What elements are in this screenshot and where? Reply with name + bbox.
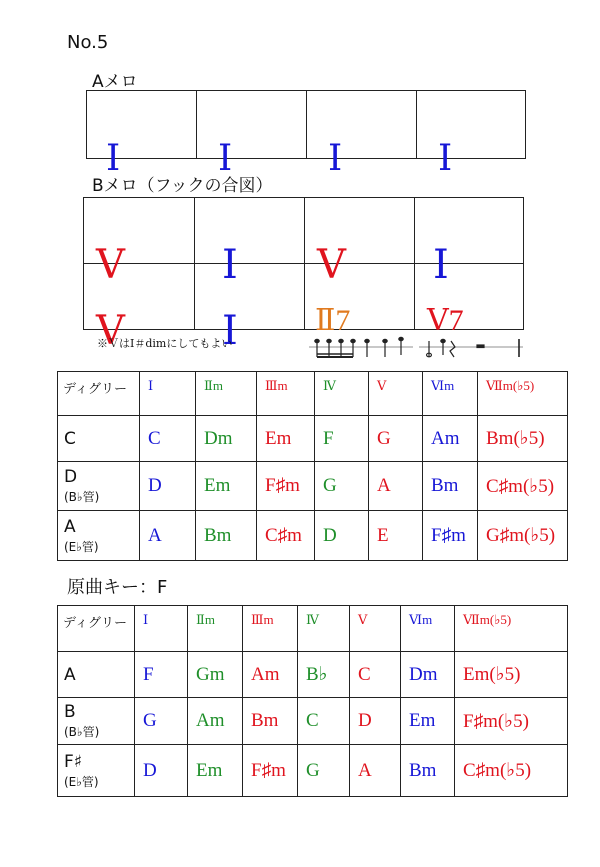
- b-melo-chord: Ⅴ: [96, 241, 125, 287]
- chord-cell: Bm: [196, 511, 257, 561]
- chord-cell: C♯m(♭5): [455, 745, 568, 797]
- degree-header: Ⅳ: [298, 606, 350, 652]
- chord-cell: Am: [243, 652, 298, 698]
- degree-header: Ⅲm: [257, 372, 315, 416]
- chord-cell: B♭: [298, 652, 350, 698]
- chord-cell: Em: [401, 698, 455, 745]
- chord-cell: G: [135, 698, 188, 745]
- chord-cell: F: [315, 416, 369, 462]
- chord-cell: F♯m(♭5): [455, 698, 568, 745]
- degree-table-2: [57, 605, 568, 797]
- table-row: [58, 745, 568, 797]
- a-melo-chord: Ⅰ: [218, 137, 233, 178]
- chord-cell: D: [140, 462, 196, 511]
- chord-cell: A: [369, 462, 423, 511]
- page-title: No.5: [67, 32, 109, 53]
- chord-cell: Gm: [188, 652, 243, 698]
- chord-cell: Bm: [243, 698, 298, 745]
- degree-header: ディグリー: [58, 606, 135, 652]
- section-a-heading: Aメロ: [92, 72, 138, 92]
- rhythm-notation: [309, 335, 413, 361]
- table-row: [58, 462, 568, 511]
- degree-header: Ⅴ: [350, 606, 401, 652]
- degree-table-1: [57, 371, 568, 561]
- chord-cell: Bm(♭5): [478, 416, 568, 462]
- chord-cell: A: [350, 745, 401, 797]
- chord-cell: Em(♭5): [455, 652, 568, 698]
- substitution-note: ※ＶはⅠ＃dimにしてもよい: [97, 337, 233, 350]
- chord-cell: D: [135, 745, 188, 797]
- degree-header: Ⅱm: [196, 372, 257, 416]
- degree-header: Ⅵm: [401, 606, 455, 652]
- chord-cell: Dm: [196, 416, 257, 462]
- table-row: [58, 652, 568, 698]
- b-melo-chord: Ⅱ7: [315, 303, 351, 337]
- original-key-heading: 原曲キー：F: [67, 577, 168, 598]
- chord-cell: C♯m(♭5): [478, 462, 568, 511]
- chord-cell: Em: [257, 416, 315, 462]
- chord-cell: F♯m: [423, 511, 478, 561]
- a-melo-progression: [86, 90, 526, 178]
- chord-cell: D: [350, 698, 401, 745]
- b-melo-chord: Ⅰ: [222, 307, 238, 353]
- chord-cell: Bm: [423, 462, 478, 511]
- chord-cell: Am: [188, 698, 243, 745]
- a-melo-chord: Ⅰ: [328, 137, 343, 178]
- a-melo-chord: Ⅰ: [438, 137, 453, 178]
- chord-cell: C: [140, 416, 196, 462]
- degree-header: Ⅲm: [243, 606, 298, 652]
- chord-cell: C♯m: [257, 511, 315, 561]
- degree-header: Ⅳ: [315, 372, 369, 416]
- key-label: A (E♭管): [58, 511, 140, 561]
- degree-header: Ⅰ: [140, 372, 196, 416]
- key-label: A: [58, 652, 135, 698]
- degree-header: Ⅶm(♭5): [455, 606, 568, 652]
- key-label: C: [58, 416, 140, 462]
- degree-header: Ⅱm: [188, 606, 243, 652]
- degree-header: Ⅴ: [369, 372, 423, 416]
- key-label: B (B♭管): [58, 698, 135, 745]
- b-melo-chord: Ⅴ7: [427, 303, 464, 337]
- table-row: [58, 698, 568, 745]
- b-melo-chord: Ⅰ: [222, 241, 238, 287]
- chord-cell: F♯m: [257, 462, 315, 511]
- section-b-heading: Bメロ（フックの合図）: [92, 176, 273, 196]
- degree-header: Ⅰ: [135, 606, 188, 652]
- chord-cell: D: [315, 511, 369, 561]
- rhythm-notation: [419, 335, 523, 361]
- b-melo-chord: Ⅴ: [317, 241, 346, 287]
- chord-cell: G: [369, 416, 423, 462]
- chord-cell: F♯m: [243, 745, 298, 797]
- chord-cell: Em: [188, 745, 243, 797]
- chord-cell: A: [140, 511, 196, 561]
- chord-cell: C: [350, 652, 401, 698]
- key-label: F♯ (E♭管): [58, 745, 135, 797]
- chord-cell: G: [298, 745, 350, 797]
- b-melo-chord: Ⅴ: [96, 307, 125, 353]
- table-row: [58, 511, 568, 561]
- chord-cell: Bm: [401, 745, 455, 797]
- chord-cell: G: [315, 462, 369, 511]
- degree-header: Ⅵm: [423, 372, 478, 416]
- b-melo-chord: Ⅰ: [433, 241, 449, 287]
- degree-header: Ⅶm(♭5): [478, 372, 568, 416]
- chord-cell: Dm: [401, 652, 455, 698]
- chord-cell: Am: [423, 416, 478, 462]
- degree-header: ディグリー: [58, 372, 140, 416]
- a-melo-chord: Ⅰ: [106, 137, 121, 178]
- chord-cell: C: [298, 698, 350, 745]
- chord-cell: F: [135, 652, 188, 698]
- key-label: D (B♭管): [58, 462, 140, 511]
- chord-cell: Em: [196, 462, 257, 511]
- chord-cell: G♯m(♭5): [478, 511, 568, 561]
- chord-cell: E: [369, 511, 423, 561]
- table-row: [58, 416, 568, 462]
